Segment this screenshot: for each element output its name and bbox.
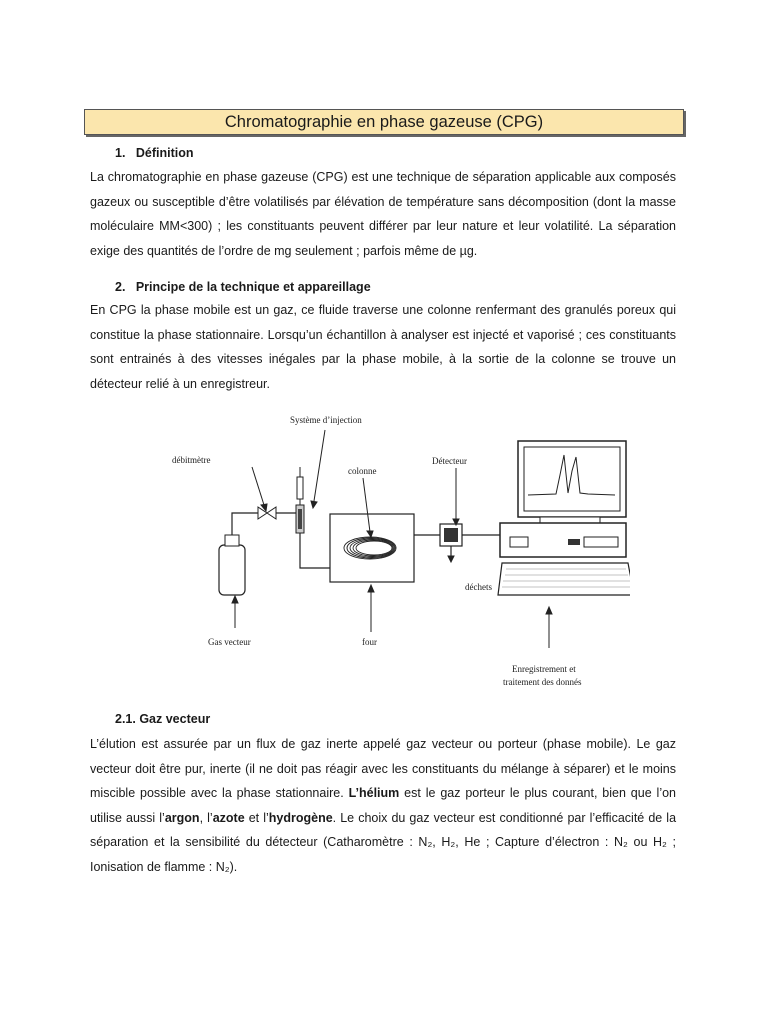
label-gaz-vecteur: Gas vecteur <box>208 637 251 647</box>
label-injection: Système d’injection <box>290 415 362 425</box>
text-run: , l’ <box>199 810 213 825</box>
detector-icon <box>440 524 462 546</box>
text-run: . Le choix du gaz vecteur est conditionné par l’efficacité de la séparation et la sensibilité du détecteur (Catharomètre : N₂, H₂, He ; Capture d’électron : N₂ ou H₂ ; Ionisation de flamme : N₂). <box>90 810 677 874</box>
valve-icon <box>258 507 276 519</box>
label-colonne: colonne <box>348 466 377 476</box>
text-run: et l’ <box>244 810 269 825</box>
label-four: four <box>362 637 377 647</box>
bold-helium: L’hélium <box>348 786 400 800</box>
syringe-icon <box>297 467 303 505</box>
oven-box <box>330 514 414 582</box>
label-enregistrement: Enregistrement et <box>512 664 576 674</box>
injector-icon <box>296 505 304 533</box>
section-heading-definition: 1. Définition <box>115 146 194 160</box>
label-debitmetre: débitmètre <box>172 455 211 465</box>
text-run: L’élution est assurée par un flux de gaz inerte appelé gaz vecteur ou porteur (phase mobile). Le gaz vecteur doit être pur, inerte (il ne doit pas réagir avec les constituants du mélange à séparer) et le moins miscible possible avec la phase stationnaire. <box>90 737 676 800</box>
label-dechets: déchets <box>465 582 492 592</box>
section-heading-principe: 2. Principe de la technique et appareillage <box>115 280 371 294</box>
page-title: Chromatographie en phase gazeuse (CPG) <box>84 109 684 135</box>
section-heading-gaz-vecteur: 2.1. Gaz vecteur <box>115 712 211 726</box>
label-detecteur: Détecteur <box>432 456 467 466</box>
principe-paragraph: En CPG la phase mobile est un gaz, ce fluide traverse une colonne renfermant des granulés poreux qui constitue la phase stationnaire. Lorsqu’un échantillon à analyser est injecté et vaporisé ; ces constituants sont entrainés à des vitesses inégales par la phase mobile, à la sortie de la colonne se trouve un détecteur relié à un enregistreur. <box>90 303 676 391</box>
keyboard-icon <box>498 563 630 595</box>
gas-bottle-icon <box>219 535 245 595</box>
definition-paragraph: La chromatographie en phase gazeuse (CPG) est une technique de séparation applicable aux composés gazeux ou susceptible d’être volatilisés par élévation de température sans décomposition (dont la masse moléculaire MM<300) ; les constituants peuvent différer par leur nature et leur volatilité. La séparation exige des quantités de l’ordre de mg seulement ; parfois même de µg. <box>90 170 676 258</box>
text-run: est le gaz porteur le plus courant, bien que l’on utilise aussi l’ <box>90 786 676 825</box>
cpg-apparatus-diagram <box>160 405 630 695</box>
gaz-vecteur-paragraph <box>90 732 676 879</box>
bold-hydrogene: hydrogène <box>268 810 333 825</box>
bold-azote: azote <box>212 810 245 825</box>
bold-argon: argon <box>164 810 200 825</box>
label-traitement: traitement des donnés <box>503 677 582 687</box>
computer-icon <box>500 441 626 557</box>
